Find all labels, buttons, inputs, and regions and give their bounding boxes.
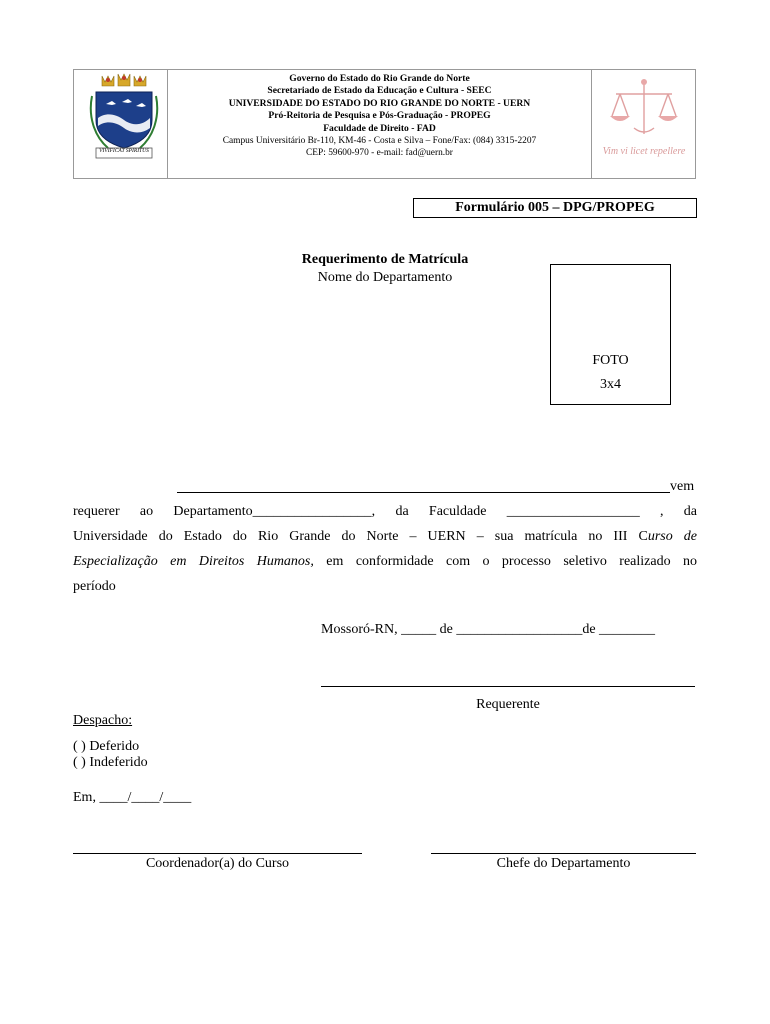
header-line: Governo do Estado do Rio Grande do Norte — [289, 73, 470, 84]
body-text-line: requerer ao Departamento_________________, da Faculdade ___________________ , da — [73, 504, 697, 519]
option-indeferido[interactable]: ( ) Indeferido — [73, 755, 148, 770]
header-line: Secretariado de Estado da Educação e Cultura - SEEC — [267, 85, 492, 97]
body-text-segment: Universidade do Estado do Rio Grande do Norte – UERN – sua matrícula no III C — [73, 529, 648, 544]
header-contact: CEP: 59600-970 - e-mail: fad@uern.br — [306, 148, 453, 159]
header-line: Faculdade de Direito - FAD — [323, 122, 436, 134]
requerente-signature-line[interactable] — [321, 686, 695, 687]
option-deferido[interactable]: ( ) Deferido — [73, 739, 140, 754]
date-line: Mossoró-RN, _____ de __________________de ________ — [321, 622, 656, 637]
coordinator-signature-line[interactable] — [73, 853, 362, 854]
header-address: Campus Universitário Br-110, KM-46 - Costa e Silva – Fone/Fax: (084) 3315-2207 — [222, 136, 537, 147]
body-text-line: período — [73, 579, 116, 594]
applicant-name-field[interactable] — [177, 492, 670, 493]
body-text-italic: Especialização em Direitos Humanos, — [73, 554, 314, 569]
body-text-italic: urso de — [647, 529, 697, 544]
header-line: UNIVERSIDADE DO ESTADO DO RIO GRANDE DO NORTE - UERN — [228, 97, 531, 109]
em-date-line: Em, ____/____/____ — [73, 790, 192, 805]
scales-of-justice-icon — [604, 76, 684, 148]
page-title: Requerimento de Matrícula — [301, 252, 469, 267]
department-name: Nome do Departamento — [317, 270, 453, 285]
letterhead-divider — [591, 70, 592, 178]
photo-label: FOTO — [592, 353, 629, 368]
letterhead — [73, 69, 696, 179]
requerente-label: Requerente — [476, 697, 540, 712]
coordinator-label: Coordenador(a) do Curso — [145, 856, 290, 871]
scales-motto: Vim vi licet repellere — [602, 146, 686, 157]
despacho-label: Despacho: — [73, 713, 133, 728]
coat-of-arms-motto: VIVIFICAT SPIRITUS — [99, 148, 149, 154]
letterhead-text — [168, 73, 591, 160]
body-text-line — [73, 529, 697, 545]
header-line: Pró-Reitoria de Pesquisa e Pós-Graduação - PROPEG — [268, 110, 491, 122]
body-text-line — [73, 554, 697, 570]
department-head-label: Chefe do Departamento — [496, 856, 631, 871]
department-head-signature-line[interactable] — [431, 853, 696, 854]
photo-size-label: 3x4 — [600, 377, 621, 392]
form-code: Formulário 005 – DPG/PROPEG — [413, 198, 697, 218]
body-text-segment: em conformidade com o processo seletivo realizado no — [313, 554, 697, 569]
body-text-vem: vem — [670, 479, 695, 494]
